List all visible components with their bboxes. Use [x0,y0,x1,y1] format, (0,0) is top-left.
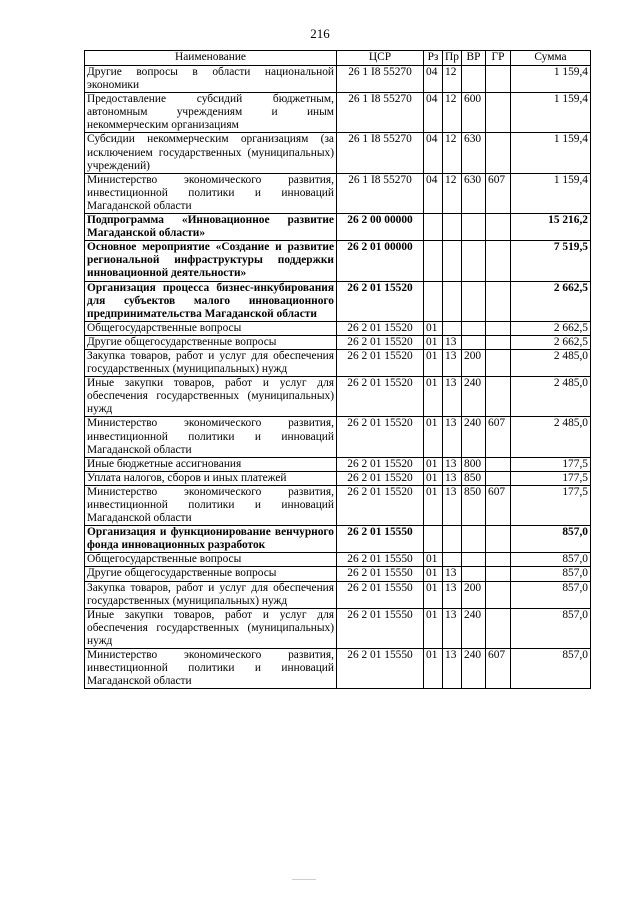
cell-rz: 01 [424,349,443,376]
cell-pr [443,553,462,567]
cell-name: Подпрограмма «Инновационное развитие Магаданской области» [85,214,337,241]
cell-csr: 26 2 01 15520 [337,335,424,349]
cell-pr: 12 [443,173,462,213]
cell-rz: 01 [424,649,443,689]
cell-rz: 04 [424,93,443,133]
cell-gr: 607 [486,417,511,457]
header-vr: ВР [462,51,486,66]
cell-name: Министерство экономического развития, инвестиционной политики и инноваций Магаданской области [85,485,337,525]
cell-pr: 13 [443,335,462,349]
cell-sum: 2 662,5 [511,281,591,321]
cell-pr: 13 [443,485,462,525]
cell-name: Субсидии некоммерческим организациям (за исключением государственных (муниципальных) учреждений) [85,133,337,173]
table-row [85,581,591,608]
table-row [85,526,591,553]
cell-rz: 01 [424,457,443,471]
cell-vr [462,66,486,93]
cell-gr [486,377,511,417]
cell-sum: 2 485,0 [511,417,591,457]
table-row [85,173,591,213]
cell-vr [462,526,486,553]
cell-name: Предоставление субсидий бюджетным, автономным учреждениям и иным некоммерческим организациям [85,93,337,133]
cell-gr [486,581,511,608]
table-row [85,321,591,335]
cell-gr [486,526,511,553]
table-row [85,553,591,567]
budget-table [84,50,591,689]
cell-vr [462,321,486,335]
cell-rz [424,241,443,281]
page-number: 216 [310,26,330,41]
cell-rz [424,214,443,241]
cell-sum: 857,0 [511,608,591,648]
cell-name: Общегосударственные вопросы [85,553,337,567]
cell-gr [486,93,511,133]
header-pr: Пр [443,51,462,66]
cell-name: Министерство экономического развития, инвестиционной политики и инноваций Магаданской области [85,173,337,213]
cell-rz: 04 [424,173,443,213]
cell-pr: 13 [443,567,462,581]
cell-sum: 857,0 [511,567,591,581]
cell-gr: 607 [486,485,511,525]
cell-csr: 26 2 01 15550 [337,649,424,689]
cell-rz [424,526,443,553]
cell-gr: 607 [486,649,511,689]
cell-gr: 607 [486,173,511,213]
header-sum: Сумма [511,51,591,66]
cell-vr [462,281,486,321]
cell-rz: 01 [424,553,443,567]
cell-rz [424,281,443,321]
cell-pr: 13 [443,349,462,376]
scan-artifact-line [292,879,316,880]
table-row [85,485,591,525]
cell-sum: 1 159,4 [511,66,591,93]
cell-csr: 26 2 01 00000 [337,241,424,281]
cell-vr: 800 [462,457,486,471]
cell-vr [462,335,486,349]
cell-vr [462,214,486,241]
cell-name: Закупка товаров, работ и услуг для обеспечения государственных (муниципальных) нужд [85,349,337,376]
table-row [85,335,591,349]
cell-vr: 240 [462,377,486,417]
table-row [85,457,591,471]
cell-sum: 15 216,2 [511,214,591,241]
cell-csr: 26 1 I8 55270 [337,173,424,213]
cell-rz: 01 [424,335,443,349]
cell-sum: 7 519,5 [511,241,591,281]
cell-name: Министерство экономического развития, инвестиционной политики и инноваций Магаданской области [85,417,337,457]
cell-gr [486,241,511,281]
cell-csr: 26 1 I8 55270 [337,93,424,133]
cell-pr [443,281,462,321]
cell-name: Общегосударственные вопросы [85,321,337,335]
cell-pr: 13 [443,581,462,608]
cell-name: Закупка товаров, работ и услуг для обеспечения государственных (муниципальных) нужд [85,581,337,608]
header-rz: Рз [424,51,443,66]
table-row [85,281,591,321]
cell-vr: 600 [462,93,486,133]
cell-gr [486,457,511,471]
cell-sum: 857,0 [511,553,591,567]
cell-pr: 13 [443,377,462,417]
cell-gr [486,281,511,321]
cell-vr [462,567,486,581]
cell-gr [486,608,511,648]
cell-csr: 26 1 I8 55270 [337,133,424,173]
cell-pr: 13 [443,471,462,485]
cell-sum: 2 662,5 [511,321,591,335]
cell-gr [486,567,511,581]
cell-vr: 200 [462,349,486,376]
cell-name: Иные бюджетные ассигнования [85,457,337,471]
cell-name: Уплата налогов, сборов и иных платежей [85,471,337,485]
cell-sum: 2 662,5 [511,335,591,349]
table-row [85,214,591,241]
cell-gr [486,335,511,349]
cell-sum: 857,0 [511,649,591,689]
cell-gr [486,553,511,567]
cell-name: Другие общегосударственные вопросы [85,335,337,349]
cell-rz: 01 [424,471,443,485]
cell-sum: 857,0 [511,581,591,608]
cell-sum: 1 159,4 [511,173,591,213]
cell-name: Другие общегосударственные вопросы [85,567,337,581]
cell-pr: 13 [443,649,462,689]
cell-csr: 26 2 01 15520 [337,281,424,321]
cell-rz: 01 [424,417,443,457]
cell-pr: 13 [443,457,462,471]
cell-sum: 177,5 [511,457,591,471]
cell-csr: 26 2 01 15550 [337,553,424,567]
cell-rz: 04 [424,133,443,173]
cell-sum: 177,5 [511,485,591,525]
cell-rz: 04 [424,66,443,93]
table-row [85,93,591,133]
cell-sum: 177,5 [511,471,591,485]
cell-vr: 630 [462,173,486,213]
cell-name: Министерство экономического развития, инвестиционной политики и инноваций Магаданской области [85,649,337,689]
cell-vr [462,241,486,281]
cell-pr: 12 [443,66,462,93]
header-name: Наименование [85,51,337,66]
cell-csr: 26 1 I8 55270 [337,66,424,93]
cell-name: Другие вопросы в области национальной экономики [85,66,337,93]
table-header-row [85,51,591,66]
cell-gr [486,133,511,173]
cell-pr [443,214,462,241]
cell-name: Организация и функционирование венчурного фонда инновационных разработок [85,526,337,553]
cell-csr: 26 2 01 15550 [337,608,424,648]
cell-vr: 200 [462,581,486,608]
cell-vr: 850 [462,471,486,485]
cell-vr: 240 [462,649,486,689]
cell-csr: 26 2 01 15520 [337,485,424,525]
cell-pr [443,241,462,281]
cell-csr: 26 2 01 15520 [337,417,424,457]
cell-pr: 13 [443,417,462,457]
cell-sum: 2 485,0 [511,377,591,417]
cell-pr [443,321,462,335]
cell-csr: 26 2 01 15520 [337,471,424,485]
cell-vr: 850 [462,485,486,525]
cell-sum: 1 159,4 [511,93,591,133]
cell-rz: 01 [424,581,443,608]
cell-csr: 26 2 01 15520 [337,457,424,471]
cell-sum: 857,0 [511,526,591,553]
table-row [85,567,591,581]
cell-csr: 26 2 00 00000 [337,214,424,241]
table-row [85,471,591,485]
cell-gr [486,471,511,485]
cell-gr [486,214,511,241]
cell-rz: 01 [424,608,443,648]
cell-name: Организация процесса бизнес-инкубирования для субъектов малого инновационного предпринимательства Магаданской области [85,281,337,321]
cell-sum: 2 485,0 [511,349,591,376]
cell-gr [486,321,511,335]
table-row [85,608,591,648]
table-row [85,417,591,457]
cell-pr [443,526,462,553]
cell-rz: 01 [424,321,443,335]
cell-sum: 1 159,4 [511,133,591,173]
table-row [85,649,591,689]
cell-gr [486,349,511,376]
cell-rz: 01 [424,567,443,581]
cell-name: Иные закупки товаров, работ и услуг для обеспечения государственных (муниципальных) нужд [85,377,337,417]
table-row [85,66,591,93]
table-row [85,133,591,173]
cell-rz: 01 [424,485,443,525]
cell-vr: 240 [462,417,486,457]
header-gr: ГР [486,51,511,66]
table-row [85,377,591,417]
cell-csr: 26 2 01 15520 [337,321,424,335]
cell-csr: 26 2 01 15550 [337,567,424,581]
cell-csr: 26 2 01 15520 [337,349,424,376]
table-row [85,241,591,281]
cell-pr: 12 [443,93,462,133]
cell-pr: 12 [443,133,462,173]
cell-vr [462,553,486,567]
header-csr: ЦСР [337,51,424,66]
cell-csr: 26 2 01 15550 [337,526,424,553]
cell-gr [486,66,511,93]
cell-name: Основное мероприятие «Создание и развитие региональной инфраструктуры поддержки инновационной деятельности» [85,241,337,281]
cell-name: Иные закупки товаров, работ и услуг для обеспечения государственных (муниципальных) нужд [85,608,337,648]
cell-vr: 240 [462,608,486,648]
cell-csr: 26 2 01 15550 [337,581,424,608]
cell-csr: 26 2 01 15520 [337,377,424,417]
cell-vr: 630 [462,133,486,173]
cell-rz: 01 [424,377,443,417]
table-row [85,349,591,376]
cell-pr: 13 [443,608,462,648]
